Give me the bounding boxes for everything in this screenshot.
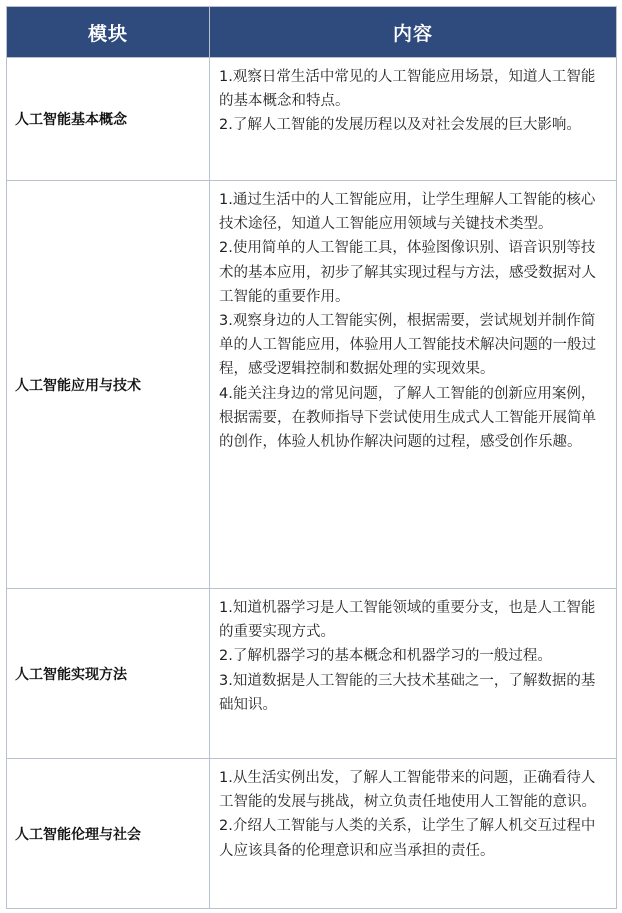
table-row xyxy=(7,181,617,589)
content-item: 1.知道机器学习是人工智能领域的重要分支，也是人工智能的重要实现方式。 xyxy=(219,600,596,641)
content-cell xyxy=(210,58,617,181)
table-row xyxy=(7,759,617,909)
module-cell: 人工智能伦理与社会 xyxy=(7,759,210,909)
content-item: 1.观察日常生活中常见的人工智能应用场景，知道人工智能的基本概念和特点。 xyxy=(219,69,596,110)
content-item: 2.介绍人工智能与人类的关系，让学生了解人机交互过程中人应该具备的伦理意识和应当承担的责任。 xyxy=(219,818,596,859)
content-item: 2.了解人工智能的发展历程以及对社会发展的巨大影响。 xyxy=(219,117,581,134)
module-cell: 人工智能基本概念 xyxy=(7,58,210,181)
content-cell xyxy=(210,181,617,589)
table-header xyxy=(7,7,617,58)
content-item: 4.能关注身边的常见问题，了解人工智能的创新应用案例，根据需要，在教师指导下尝试使用生成式人工智能开展简单的创作，体验人机协作解决问题的过程，感受创作乐趣。 xyxy=(219,385,596,451)
table-row xyxy=(7,589,617,759)
table-row xyxy=(7,58,617,181)
module-cell: 人工智能实现方法 xyxy=(7,589,210,759)
content-item: 3.观察身边的人工智能实例，根据需要，尝试规划并制作简单的人工智能应用，体验用人工智能技术解决问题的一般过程，感受逻辑控制和数据处理的实现效果。 xyxy=(219,313,596,378)
curriculum-table xyxy=(6,6,617,909)
content-cell xyxy=(210,759,617,909)
content-item: 3.知道数据是人工智能的三大技术基础之一，了解数据的基础知识。 xyxy=(219,672,596,713)
header-row xyxy=(7,7,617,58)
content-item: 2.了解机器学习的基本概念和机器学习的一般过程。 xyxy=(219,648,552,665)
header-module: 模块 xyxy=(7,7,210,58)
content-item: 2.使用简单的人工智能工具，体验图像识别、语音识别等技术的基本应用，初步了解其实现过程与方法，感受数据对人工智能的重要作用。 xyxy=(219,240,596,305)
content-item: 1.从生活实例出发，了解人工智能带来的问题，正确看待人工智能的发展与挑战，树立负责任地使用人工智能的意识。 xyxy=(219,770,596,811)
content-item: 1.通过生活中的人工智能应用，让学生理解人工智能的核心技术途径，知道人工智能应用领域与关键技术类型。 xyxy=(219,192,596,233)
module-cell: 人工智能应用与技术 xyxy=(7,181,210,589)
header-content: 内容 xyxy=(210,7,617,58)
content-cell xyxy=(210,589,617,759)
